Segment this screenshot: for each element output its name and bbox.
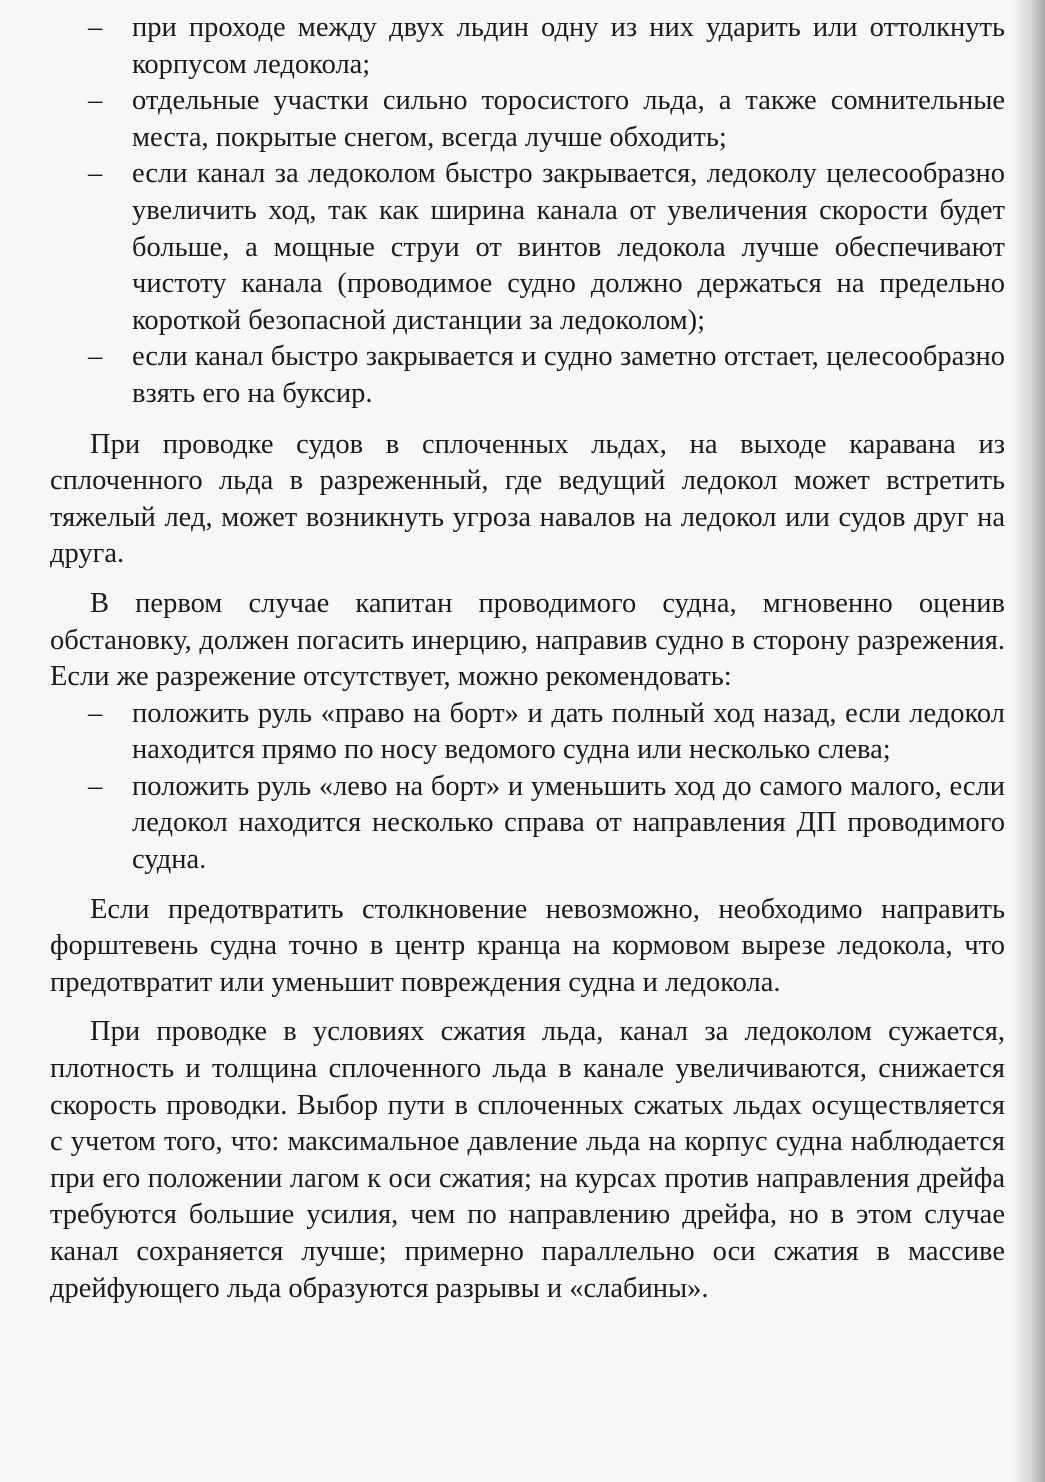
paragraph-first-case: В первом случае капитан проводимого судна, мгновенно оценив обстановку, должен погасить инерцию, направив судно в сторону разрежения. Если же разрежение отсутствует, можно рекомендовать: bbox=[50, 587, 1005, 693]
list-dash: – bbox=[88, 697, 103, 729]
paragraph-collision: Если предотвратить столкновение невозможно, необходимо направить форштевень судна точно в центр кранца на кормовом вырезе ледокола, что предотвратит или уменьшит повреждения судна и ледокола. bbox=[50, 893, 1005, 998]
page-text bbox=[50, 10, 1005, 1307]
list-dash: – bbox=[88, 770, 103, 802]
list-item bbox=[50, 10, 1005, 83]
page-gutter-shadow bbox=[1011, 0, 1045, 1482]
list-item-text: положить руль «лево на борт» и уменьшить ход до самого малого, если ледокол находится несколько справа от направления ДП проводимого судна. bbox=[132, 770, 1005, 876]
list-item-text: если канал быстро закрывается и судно заметно отстает, целесообразно взять его на буксир. bbox=[132, 341, 1005, 409]
list-dash: – bbox=[88, 341, 103, 373]
paragraph-convoy-exit: При проводке судов в сплоченных льдах, на выходе каравана из сплоченного льда в разреженный, где ведущий ледокол может встретить тяжелый лед, может возникнуть угроза навалов на ледокол или судов друг на друга. bbox=[50, 428, 1005, 570]
bullet-list-ice-navigation bbox=[50, 10, 1005, 413]
list-item bbox=[50, 696, 1005, 769]
list-item-text: при проходе между двух льдин одну из них ударить или оттолкнуть корпусом ледокола; bbox=[132, 12, 1005, 80]
list-dash: – bbox=[88, 158, 103, 190]
list-item-text: если канал за ледоколом быстро закрывается, ледоколу целесообразно увеличить ход, так как ширина канала от увеличения скорости будет больше, а мощные струи от винтов ледокола лучше обеспечивают чистоту канала (проводимое судно должно держаться на предельно короткой безопасной дистанции за ледоколом); bbox=[132, 158, 1005, 336]
list-dash: – bbox=[88, 12, 103, 43]
paragraph-ice-compression: При проводке в условиях сжатия льда, канал за ледоколом сужается, плотность и толщина сплоченного льда в канале увеличиваются, снижается скорость проводки. Выбор пути в сплоченных сжатых льдах осуществляется с учетом того, что: максимальное давление льда на корпус судна наблюдается при его положении лагом к оси сжатия; на курсах против направления дрейфа требуются большие усилия, чем по направлению дрейфа, но в этом случае канал сохраняется лучше; примерно параллельно оси сжатия в массиве дрейфующего льда образуются разрывы и «слабины». bbox=[50, 1016, 1005, 1304]
list-dash: – bbox=[88, 85, 103, 117]
list-item-text: положить руль «право на борт» и дать полный ход назад, если ледокол находится прямо по носу ведомого судна или несколько слева; bbox=[132, 697, 1005, 766]
bullet-list-rudder-actions bbox=[50, 696, 1005, 879]
list-item bbox=[50, 156, 1005, 339]
list-item bbox=[50, 769, 1005, 879]
list-item bbox=[50, 339, 1005, 412]
list-item-text: отдельные участки сильно торосистого льда, а также сомнительные места, покрытые снегом, всегда лучше обходить; bbox=[132, 85, 1005, 153]
list-item bbox=[50, 83, 1005, 156]
